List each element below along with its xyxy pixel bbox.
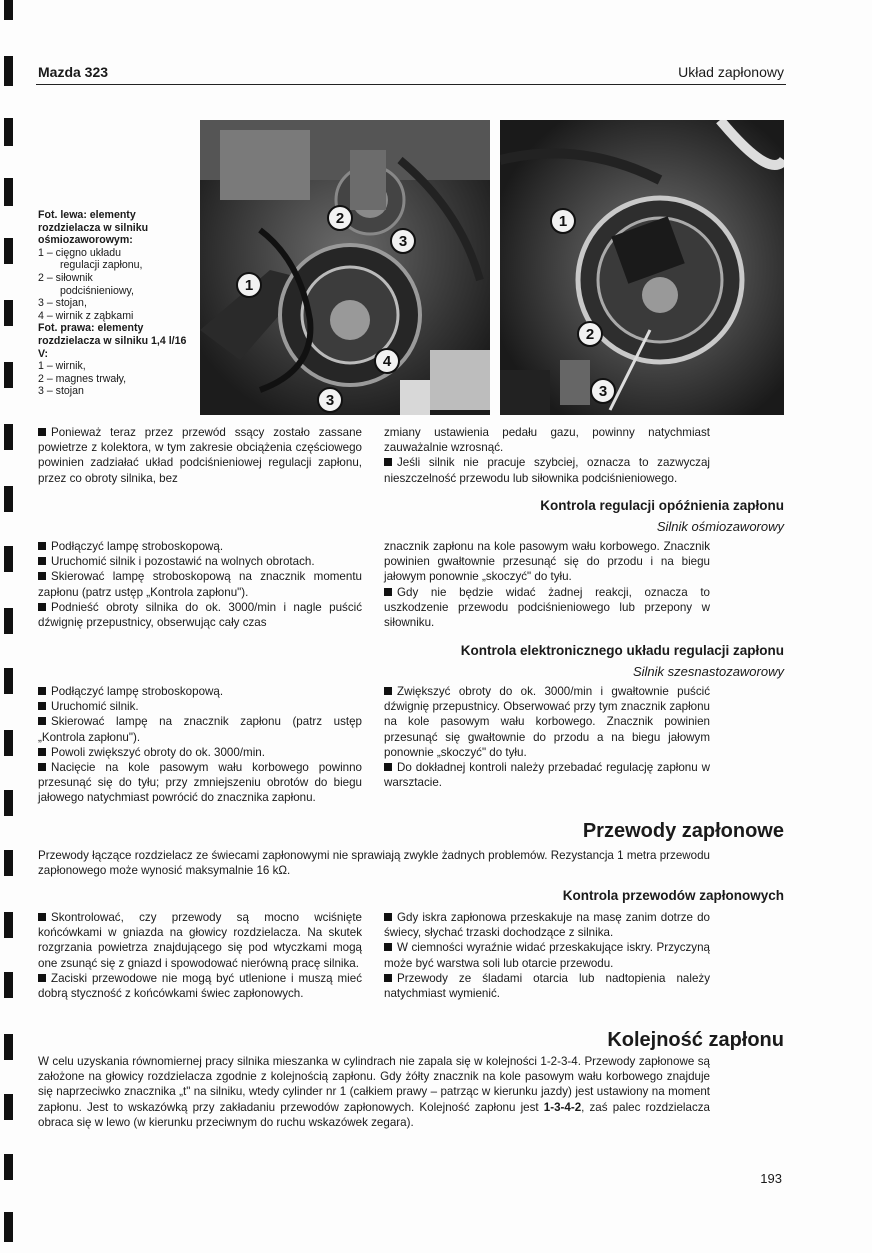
scan-mark (4, 238, 13, 264)
scan-mark (4, 1212, 13, 1242)
caption-right-item: 1 – wirnik, (38, 360, 86, 373)
kolejnosc-heading: Kolejność zapłonu (607, 1029, 784, 1051)
kolejnosc-text-end: , zaś palec rozdzielacza obraca się w lewo (w kierunku przeciwnym do ruchu wskazówek zegara). (38, 1100, 710, 1129)
scan-mark (4, 486, 13, 512)
caption-right-title: Fot. prawa: elementy rozdzielacza w silniku 1,4 l/16 V: (38, 322, 187, 360)
photo-right-callout-1: 1 (550, 208, 576, 234)
scan-mark (4, 668, 13, 694)
bullet-square (38, 687, 46, 695)
scan-mark (4, 1094, 13, 1120)
header-book-title: Mazda 323 (38, 64, 109, 80)
firing-order: 1-3-4-2 (543, 1100, 582, 1114)
block1-left-text: Ponieważ teraz przez przewód ssący zostało zassane powietrze z kolektora, w tym zakresie obciążenia częściowego powinien zadziałać układ podciśnieniowej regulacji zapłonu, przez co obroty silnika, bez (38, 426, 362, 485)
section2-subheading: Silnik szesnastozaworowy (632, 664, 784, 679)
section2-right-p2: Do dokładnej kontroli należy przebadać regulację zapłonu w warsztacie. (384, 761, 710, 790)
kolejnosc-text: W celu uzyskania równomiernej pracy silnika mieszanka w cylindrach nie zapala się w kolejności 1-2-3-4. Przewody zapłonowe są założone na głowicy rozdzielacza zgodnie z kolejnością zapłonu. Gdy żółty znacznik na kole pasowym wału korbowego znajduje się naprzeciwko znacznika „t" na silniku, wtedy cylinder nr 1 (całkiem prawy – patrząc w kierunku jazdy) jest ustawiony na moment zapłonu. Jest to wskazówką przy zakładaniu przewodów zapłonowych. Kolejność zapłonu jest (38, 1055, 710, 1114)
section1-right-p2: Gdy nie będzie widać żadnej reakcji, oznacza to uszkodzenie przewodu podciśnieniowego lub przepony w siłowniku. (384, 585, 710, 630)
section2-heading: Kontrola elektronicznego układu regulacji zapłonu (460, 643, 784, 658)
bullet-square (38, 717, 46, 725)
scan-mark (4, 730, 13, 756)
bullet-square (384, 687, 392, 695)
caption-left-item: 2 – siłownik (38, 271, 93, 284)
przewody-left-item: Skontrolować, czy przewody są mocno wciśnięte końcówkami w gniazda na głowicy rozdzielacza. Na skutek rozgrzania powietrza znajdującego się pod wtyczkami mogą one zsunąć się z gniazd i spowodować nierówną pracę silnika. (38, 911, 362, 970)
scan-mark (4, 0, 13, 20)
block1-right-p1: zmiany ustawienia pedału gazu, powinny natychmiast zauważalnie wzrosnąć. (384, 426, 710, 455)
header-divider (36, 84, 786, 85)
scan-mark (4, 118, 13, 146)
photo-left-callout-1: 1 (236, 272, 262, 298)
section2-step: Nacięcie na kole pasowym wału korbowego powinno przesunąć się do tyłu; przy zmniejszeniu obrotów do biegu jałowego natychmiast powrócić do znacznika zapłonu. (38, 761, 362, 805)
scan-mark (4, 972, 13, 998)
photo-left-callout-3: 3 (390, 228, 416, 254)
bullet-square (38, 913, 46, 921)
section1-step: Podłączyć lampę stroboskopową. (51, 540, 224, 553)
scan-mark (4, 362, 13, 388)
przewody-right-item: W ciemności wyraźnie widać przeskakujące iskry. Przyczyną może być warstwa soli lub otarcie przewodu. (384, 941, 710, 970)
bullet-square (38, 702, 46, 710)
bullet-square (38, 974, 46, 982)
bullet-square (38, 603, 46, 611)
photo-right-callout-2: 2 (577, 321, 603, 347)
scan-mark (4, 1034, 13, 1060)
bullet-square (384, 763, 392, 771)
przewody-intro: Przewody łączące rozdzielacz ze świecami zapłonowymi nie sprawiają zwykle żadnych problemów. Rezystancja 1 metra przewodu zapłonowego może wynosić maksymalnie 16 kΩ. (38, 849, 710, 878)
section2-step: Uruchomić silnik. (51, 700, 139, 714)
caption-left-item-cont: regulacji zapłonu, (60, 259, 143, 272)
bullet-square (384, 943, 392, 951)
section1-step: Uruchomić silnik i pozostawić na wolnych obrotach. (51, 555, 315, 569)
section2-left (38, 684, 362, 806)
photo-left-callout-4: 4 (374, 348, 400, 374)
section2-step: Powoli zwiększyć obroty do ok. 3000/min. (51, 745, 265, 759)
caption-left-item-cont: podciśnieniowy, (60, 284, 135, 297)
section1-left (38, 539, 362, 630)
bullet-square (38, 542, 46, 550)
section1-step: Podnieść obroty silnika do ok. 3000/min i nagle puścić dźwignię przepustnicy, obserwując cały czas (38, 600, 362, 630)
caption-left-item: 3 – stojan, (38, 297, 87, 310)
block1-right-p2: Jeśli silnik nie pracuje szybciej, oznacza to zazwyczaj nieszczelność przewodu lub siłownika podciśnieniowego. (384, 456, 710, 485)
scan-mark (4, 56, 13, 86)
bullet-square (384, 913, 392, 921)
bullet-square (38, 572, 46, 580)
scan-mark (4, 1154, 13, 1180)
scan-mark (4, 300, 13, 326)
photo-left-callout-2: 2 (327, 205, 353, 231)
scan-mark (4, 850, 13, 876)
przewody-right (384, 910, 710, 1001)
caption-left-title: Fot. lewa: elementy rozdzielacza w silniku ośmiozaworowym: (38, 209, 149, 247)
block1-right (384, 425, 710, 486)
section2-right (384, 684, 710, 790)
bullet-square (38, 748, 46, 756)
bullet-square (38, 428, 46, 436)
photo-left-image (200, 120, 490, 415)
kolejnosc-body (38, 1054, 710, 1130)
photo-caption (38, 209, 198, 398)
przewody-left-item: Zaciski przewodowe nie mogą być utlenione i muszą mieć dobrą styczność z końcówkami świec zapłonowych. (38, 971, 362, 1001)
bullet-square (384, 974, 392, 982)
przewody-right-item: Przewody ze śladami otarcia lub nadtopienia należy natychmiast wymienić. (384, 971, 710, 1001)
scan-mark (4, 424, 13, 450)
section1-step: Skierować lampę stroboskopową na znacznik momentu zapłonu (patrz ustęp „Kontrola zapłonu"). (38, 570, 362, 599)
section1-right-p1: znacznik zapłonu na kole pasowym wału korbowego. Znacznik powinien gwałtownie przesunąć się do przodu i na biegu jałowym ponownie „skoczyć" do tyłu. (384, 540, 710, 584)
photo-left-distributor (200, 120, 490, 415)
przewody-heading: Przewody zapłonowe (582, 820, 784, 842)
scan-mark (4, 790, 13, 816)
bullet-square (384, 458, 392, 466)
section2-step: Podłączyć lampę stroboskopową. (51, 685, 224, 698)
bullet-square (38, 557, 46, 565)
section2-step: Skierować lampę na znacznik zapłonu (patrz ustęp „Kontrola zapłonu"). (38, 715, 362, 744)
photo-right-callout-3: 3 (590, 378, 616, 404)
scan-mark (4, 546, 13, 572)
przewody-left (38, 910, 362, 1001)
scan-mark (4, 608, 13, 634)
page-number: 193 (760, 1171, 782, 1186)
caption-right-item: 2 – magnes trwały, (38, 372, 127, 385)
scan-mark (4, 912, 13, 938)
photo-right-image (500, 120, 784, 415)
photo-left-callout-3b: 3 (317, 387, 343, 413)
bullet-square (38, 763, 46, 771)
bullet-square (384, 588, 392, 596)
section1-heading: Kontrola regulacji opóźnienia zapłonu (540, 498, 784, 513)
caption-right-item: 3 – stojan (38, 385, 84, 398)
section1-right (384, 539, 710, 630)
caption-left-item: 4 – wirnik z ząbkami (38, 309, 134, 322)
block1-left (38, 425, 362, 486)
photo-right-distributor (500, 120, 784, 415)
section2-right-p1: Zwiększyć obroty do ok. 3000/min i gwałtownie puścić dźwignię przepustnicy. Obserwować przy tym znacznik zapłonu na kole pasowym wału korbowego. Znacznik powinien przesunąć się gwałtownie do przodu a na biegu jałowym ponownie „skoczyć" do tyłu. (384, 685, 710, 759)
header-chapter-title: Układ zapłonowy (678, 64, 784, 80)
scan-mark (4, 178, 13, 206)
caption-left-item: 1 – cięgno układu (38, 246, 122, 259)
section1-subheading: Silnik ośmiozaworowy (656, 519, 784, 534)
przewody-right-item: Gdy iskra zapłonowa przeskakuje na masę zanim dotrze do świecy, słychać trzaski dochodzące z silnika. (384, 911, 710, 940)
przewody-subheading: Kontrola przewodów zapłonowych (562, 888, 784, 903)
